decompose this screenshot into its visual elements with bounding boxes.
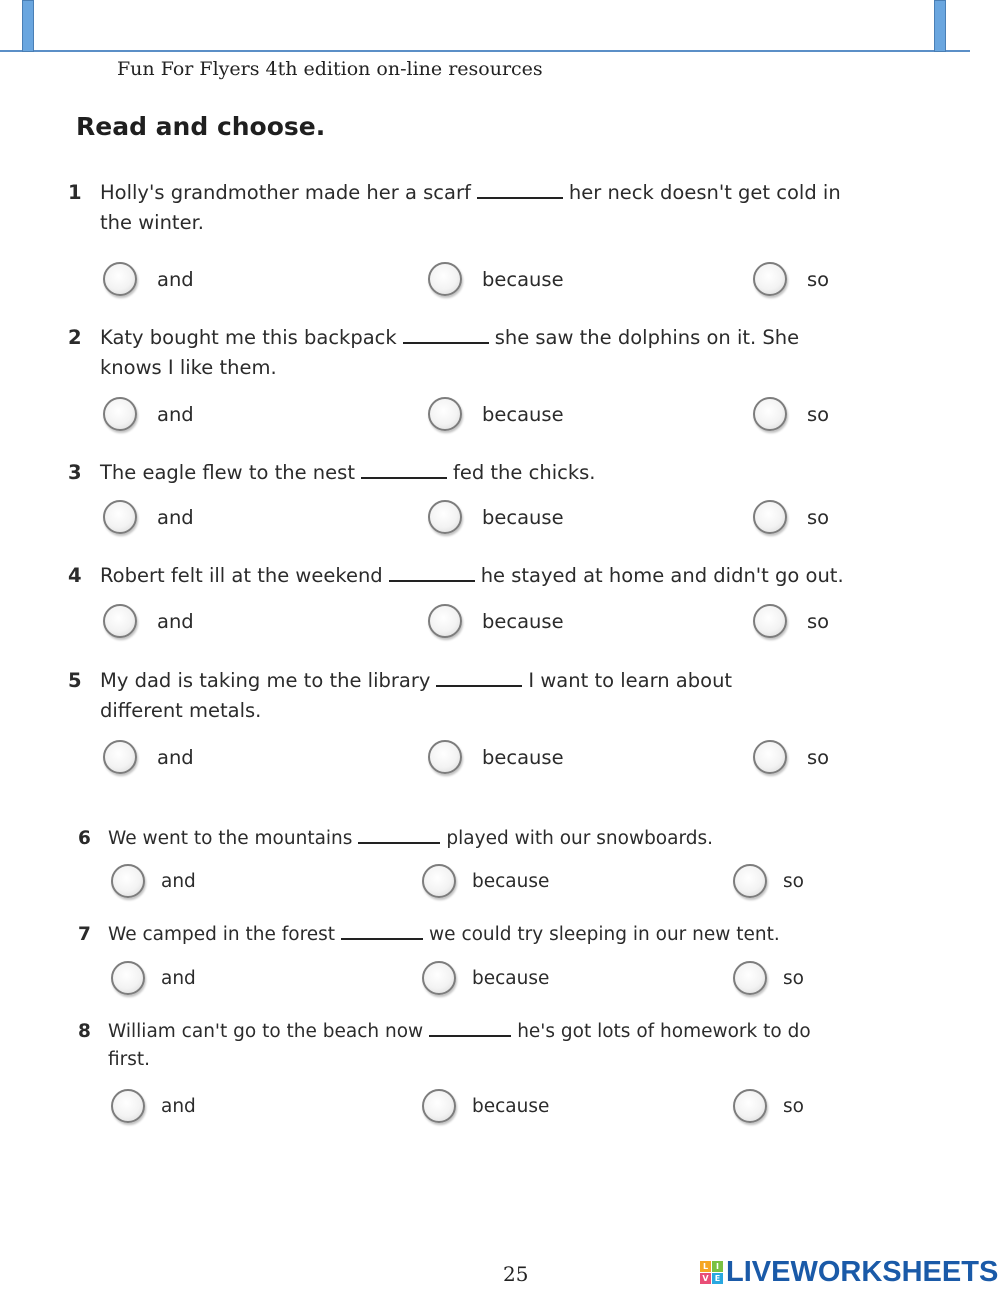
option-label: so [783,1095,804,1117]
radio-button[interactable] [428,500,462,534]
radio-button[interactable] [428,604,462,638]
option-so[interactable] [753,740,829,774]
question-number: 6 [78,828,91,849]
answer-blank [403,328,489,344]
logo-letter: E [712,1273,723,1284]
question-text-after: he stayed at home and didn't go out. [480,564,844,587]
option-and[interactable] [111,864,196,898]
question-text-after: played with our snowboards. [446,828,714,849]
option-label: so [807,609,830,633]
question-text-before: We went to the mountains [108,828,353,849]
question-text-continued: knows I like them. [100,356,277,379]
question-number: 8 [78,1021,91,1042]
question-line [68,561,918,591]
logo-letter: L [700,1261,711,1272]
question-number: 2 [68,326,82,349]
question-number: 5 [68,669,82,692]
radio-button[interactable] [422,961,456,995]
question-line [78,1018,928,1046]
radio-button[interactable] [428,740,462,774]
answer-options [68,500,918,540]
answer-options [78,1089,928,1129]
question-text-before: Holly's grandmother made her a scarf [100,181,471,204]
radio-button[interactable] [733,961,767,995]
option-and[interactable] [103,397,194,431]
logo-letter: I [712,1261,723,1272]
option-because[interactable] [422,961,549,995]
question-4 [68,561,918,633]
question-text-continued: the winter. [100,211,204,234]
option-and[interactable] [111,1089,196,1123]
option-and[interactable] [111,961,196,995]
radio-button[interactable] [111,864,145,898]
option-label: so [807,402,830,426]
option-label: so [783,870,804,892]
question-number: 3 [68,461,82,484]
answer-options [78,864,928,904]
radio-button[interactable] [422,1089,456,1123]
question-text-before: We camped in the forest [108,924,336,945]
option-label: and [161,967,196,989]
option-label: and [157,505,194,529]
answer-blank [436,671,522,687]
option-because[interactable] [428,740,564,774]
option-label: and [157,267,194,291]
option-label: and [161,870,196,892]
question-text-after: I want to learn about [528,669,733,692]
option-because[interactable] [428,500,564,534]
question-text-after: he's got lots of homework to do [517,1021,811,1042]
option-because[interactable] [422,1089,549,1123]
option-label: because [482,267,564,291]
question-text-continued: different metals. [100,699,262,722]
radio-button[interactable] [733,864,767,898]
question-number: 1 [68,181,82,204]
option-so[interactable] [753,500,829,534]
question-line-2 [68,353,918,383]
radio-button[interactable] [753,740,787,774]
option-so[interactable] [753,604,829,638]
answer-blank [358,828,440,844]
option-so[interactable] [733,1089,804,1123]
question-text-after: fed the chicks. [452,461,596,484]
option-because[interactable] [422,864,549,898]
question-line-2 [78,1046,928,1074]
option-so[interactable] [753,397,829,431]
option-label: and [161,1095,196,1117]
question-text-before: Katy bought me this backpack [100,326,397,349]
option-and[interactable] [103,740,194,774]
option-label: because [472,1095,550,1117]
header-right-post [934,0,946,52]
answer-options [68,604,918,644]
option-label: so [783,967,804,989]
option-label: because [482,505,564,529]
radio-button[interactable] [103,500,137,534]
question-text-before: William can't go to the beach now [108,1021,424,1042]
question-1 [68,178,918,291]
question-6 [78,824,928,892]
option-so[interactable] [733,961,804,995]
option-label: because [482,402,564,426]
answer-options [68,397,918,437]
question-line [78,824,928,854]
radio-button[interactable] [103,262,137,296]
question-text-before: My dad is taking me to the library [100,669,431,692]
radio-button[interactable] [753,397,787,431]
answer-blank [477,183,563,199]
question-line-2 [68,208,918,238]
resource-header: Fun For Flyers 4th edition on-line resources [117,58,543,80]
radio-button[interactable] [103,604,137,638]
radio-button[interactable] [753,604,787,638]
radio-button[interactable] [103,397,137,431]
radio-button[interactable] [753,262,787,296]
question-line [78,920,928,950]
option-because[interactable] [428,604,564,638]
radio-button[interactable] [111,961,145,995]
question-number: 4 [68,564,82,587]
option-label: because [472,967,550,989]
question-7 [78,920,928,989]
question-text-before: The eagle flew to the nest [100,461,355,484]
option-so[interactable] [733,864,804,898]
option-label: because [472,870,550,892]
answer-blank [429,1021,511,1037]
question-text-after: her neck doesn't get cold in [568,181,841,204]
option-label: and [157,402,194,426]
question-8 [78,1018,928,1117]
radio-button[interactable] [422,864,456,898]
question-text-before: Robert felt ill at the weekend [100,564,383,587]
option-because[interactable] [428,397,564,431]
answer-blank [361,463,447,479]
option-label: and [157,745,194,769]
option-and[interactable] [103,262,194,296]
question-text [100,178,918,208]
question-line [68,178,918,208]
radio-button[interactable] [733,1089,767,1123]
question-text-continued: first. [108,1049,151,1070]
radio-button[interactable] [753,500,787,534]
question-text [100,666,918,696]
header-left-post [22,0,34,52]
option-and[interactable] [103,604,194,638]
radio-button[interactable] [428,397,462,431]
question-2 [68,323,918,426]
question-text-after: she saw the dolphins on it. She [494,326,800,349]
radio-button[interactable] [103,740,137,774]
question-number: 7 [78,924,91,945]
answer-options [78,961,928,1001]
question-line [68,323,918,353]
question-text [108,1018,928,1046]
question-text [100,458,918,488]
question-line [68,458,918,488]
question-text [108,824,928,854]
brand-text: LIVEWORKSHEETS [726,1256,999,1288]
question-3 [68,458,918,529]
option-label: because [482,609,564,633]
header-rule [0,50,970,52]
question-text [100,323,918,353]
question-line-2 [68,696,918,726]
option-label: so [807,505,830,529]
question-5 [68,666,918,769]
option-so[interactable] [753,262,829,296]
option-label: and [157,609,194,633]
question-text-after: we could try sleeping in our new tent. [429,924,780,945]
page-number: 25 [503,1262,529,1286]
exercise-title: Read and choose. [76,112,326,141]
answer-options [68,740,918,780]
question-line [68,666,918,696]
liveworksheets-brand[interactable] [700,1256,998,1289]
liveworksheets-logo-icon [700,1261,723,1284]
option-because[interactable] [428,262,564,296]
option-label: so [807,267,830,291]
answer-blank [341,924,423,940]
radio-button[interactable] [428,262,462,296]
radio-button[interactable] [111,1089,145,1123]
option-and[interactable] [103,500,194,534]
question-text [100,561,918,591]
answer-blank [389,566,475,582]
question-text [108,920,928,950]
option-label: so [807,745,830,769]
option-label: because [482,745,564,769]
answer-options [68,262,918,302]
logo-letter: V [700,1273,711,1284]
